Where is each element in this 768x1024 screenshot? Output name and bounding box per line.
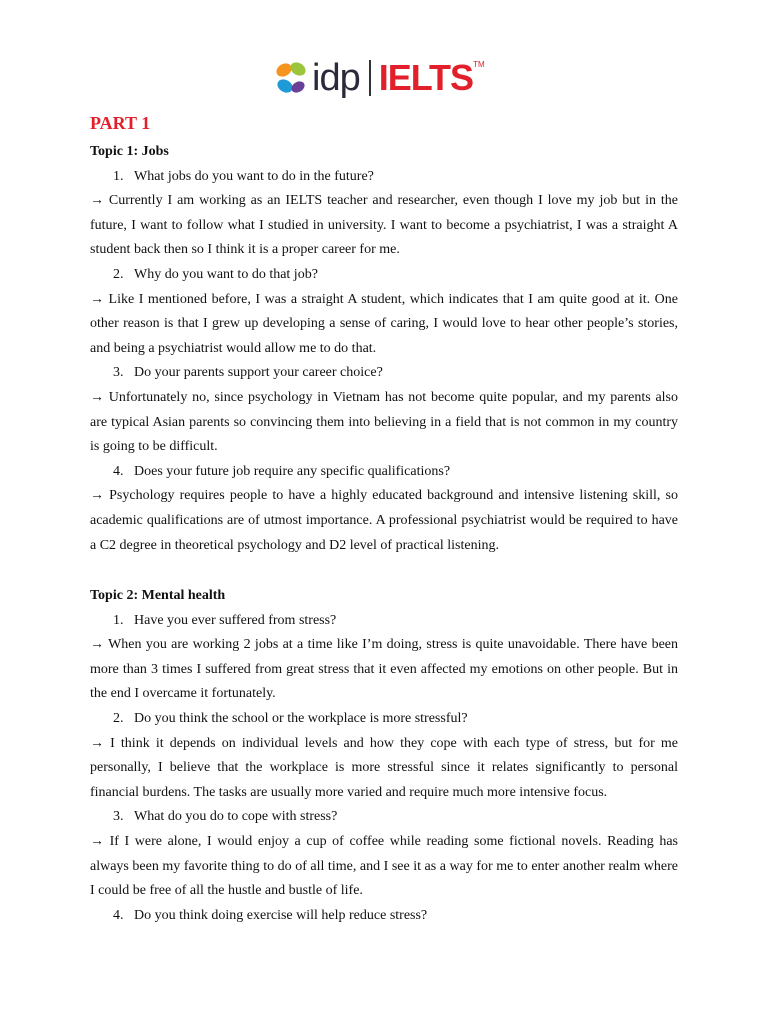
trademark-mark: TM [473,60,485,69]
logo-divider [369,60,371,96]
answer: → Psychology requires people to have a highly educated background and intensive listening skill, so academic qualifications are of utmost importance. A professional psychiatrist would be required to have a C2 degree in theoretical psychology and D2 level of practical listening. [90,488,678,553]
question-number: 3. [113,365,124,381]
question-text: What do you do to cope with stress? [134,809,338,825]
question [90,805,678,830]
answer: → When you are working 2 jobs at a time like I’m doing, stress is quite unavoidable. There have been more than 3 times I suffered from great stress that it even affected my emotions on other people. But in the end I overcame it fortunately. [90,637,678,702]
idp-flower-icon [274,59,308,97]
answer: → Unfortunately no, since psychology in Vietnam has not become quite popular, and my parents also are typical Asian parents so convincing them into believing in a field that is not common in my country is going to be difficult. [90,389,678,455]
question [90,460,678,485]
idp-ielts-logo [274,56,485,100]
question-number: 4. [113,907,124,923]
question-text: Have you ever suffered from stress? [134,612,337,628]
question [90,904,678,929]
question-text: What jobs do you want to do in the future? [134,168,374,184]
topic-section [90,584,678,928]
idp-wordmark: idp [312,57,360,99]
question [90,609,678,634]
part-title: PART 1 [90,113,151,133]
question-text: Do your parents support your career choice? [134,365,383,381]
question-number: 3. [113,809,124,825]
question-number: 1. [113,168,124,184]
question-number: 2. [113,266,124,282]
topic-heading: Topic 1: Jobs [90,144,169,159]
question-number: 2. [113,711,124,727]
topic-section [90,140,678,558]
question-number: 4. [113,463,124,479]
topic-heading: Topic 2: Mental health [90,588,226,604]
question [90,165,678,190]
ielts-wordmark: IELTS [378,57,474,98]
question-text: Does your future job require any specific qualifications? [134,463,451,479]
question [90,263,678,288]
question-text: Do you think doing exercise will help reduce stress? [134,907,428,923]
question [90,707,678,732]
answer: → Like I mentioned before, I was a straight A student, which indicates that I am quite good at it. One other reason is that I grew up developing a sense of caring, I would love to hear other people’s stories, and being a psychiatrist would allow me to do that. [90,291,678,356]
question [90,361,678,386]
question-number: 1. [113,612,124,628]
question-text: Do you think the school or the workplace is more stressful? [134,711,468,727]
section-spacer [90,558,678,582]
answer: → I think it depends on individual levels and how they cope with each type of stress, but for me personally, I believe that the workplace is more stressful since it relates significantly to personal financial burdens. The tasks are usually more varied and require much more intensive focus. [90,735,678,800]
question-text: Why do you want to do that job? [134,266,318,282]
document-body [90,112,678,928]
answer: → Currently I am working as an IELTS teacher and researcher, even though I love my job but in the future, I want to follow what I studied in university. I want to become a psychiatrist, I was a straight A student back then so I think it is a proper career for me. [90,193,678,258]
answer: → If I were alone, I would enjoy a cup of coffee while reading some fictional novels. Reading has always been my favorite thing to do of all time, and I see it as a way for me to enter another realm where I could be free of all the hustle and bustle of life. [90,834,678,899]
